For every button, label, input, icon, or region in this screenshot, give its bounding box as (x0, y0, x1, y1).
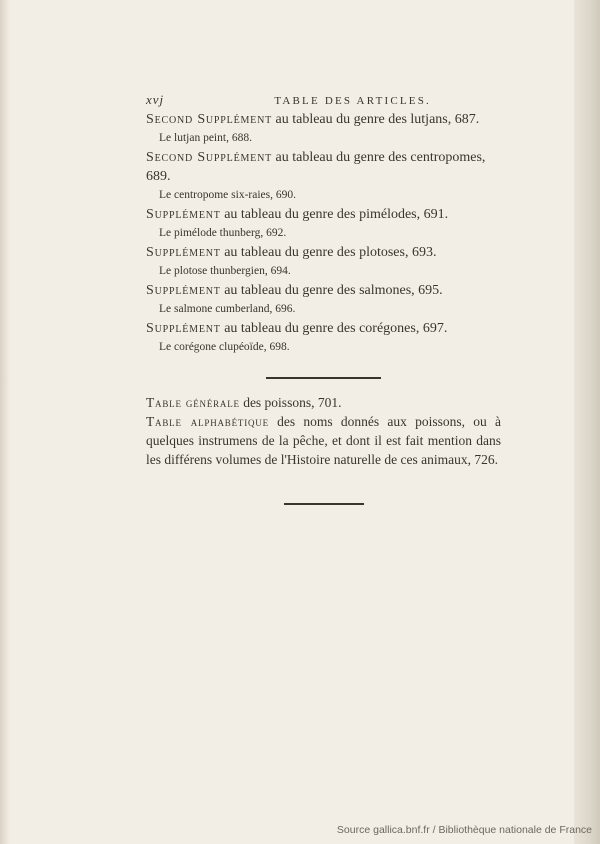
entry-text: au tableau du genre des corégones, 697. (220, 321, 448, 336)
toc-entry (146, 243, 501, 262)
toc-subentry: Le salmone cumberland, 696. (159, 303, 296, 315)
table-entry (146, 412, 501, 469)
toc-subentry: Le centropome six-raies, 690. (159, 189, 296, 201)
entry-lead: Second Supplément (146, 150, 273, 165)
entry-text: au tableau du genre des lutjans, 687. (272, 112, 480, 127)
page-number: xvj (146, 92, 165, 107)
end-divider (284, 503, 364, 505)
entry-text: au tableau du genre des centropomes, 689. (146, 150, 486, 184)
page-edge (574, 0, 600, 844)
toc-subentry: Le corégone clupéoïde, 698. (159, 341, 290, 353)
entry-text: des noms donnés aux poissons, ou à quelques instrumens de la pêche, et dont il est fait mention dans les différens volumes de l'Histoire naturelle de ces animaux, 726. (146, 414, 501, 467)
toc-entry (146, 281, 501, 300)
entry-text: des poissons, 701. (239, 395, 342, 410)
toc-entry (146, 319, 501, 338)
running-header (146, 92, 501, 108)
entry-lead: Supplément (146, 283, 221, 298)
toc-entry (146, 110, 501, 129)
page-content (146, 92, 501, 505)
source-credit: Source gallica.bnf.fr / Bibliothèque nationale de France (336, 824, 592, 836)
toc-entry (146, 148, 501, 186)
entry-text: au tableau du genre des pimélodes, 691. (220, 207, 449, 222)
entry-lead: Supplément (146, 321, 221, 336)
toc-entry (146, 205, 501, 224)
entry-lead: Supplément (146, 245, 221, 260)
running-title: TABLE DES ARTICLES. (274, 95, 431, 107)
entry-lead: Table alphabétique (146, 414, 269, 429)
entry-lead: Supplément (146, 207, 221, 222)
table-entry (146, 393, 501, 412)
entry-lead: Table générale (146, 395, 240, 410)
toc-subentry: Le plotose thunbergien, 694. (159, 265, 291, 277)
spine-shadow (0, 0, 10, 844)
entry-text: au tableau du genre des salmones, 695. (220, 283, 443, 298)
entry-text: au tableau du genre des plotoses, 693. (220, 245, 437, 260)
entry-lead: Second Supplément (146, 112, 273, 127)
toc-subentry: Le pimélode thunberg, 692. (159, 227, 287, 239)
toc-subentry: Le lutjan peint, 688. (159, 132, 252, 144)
